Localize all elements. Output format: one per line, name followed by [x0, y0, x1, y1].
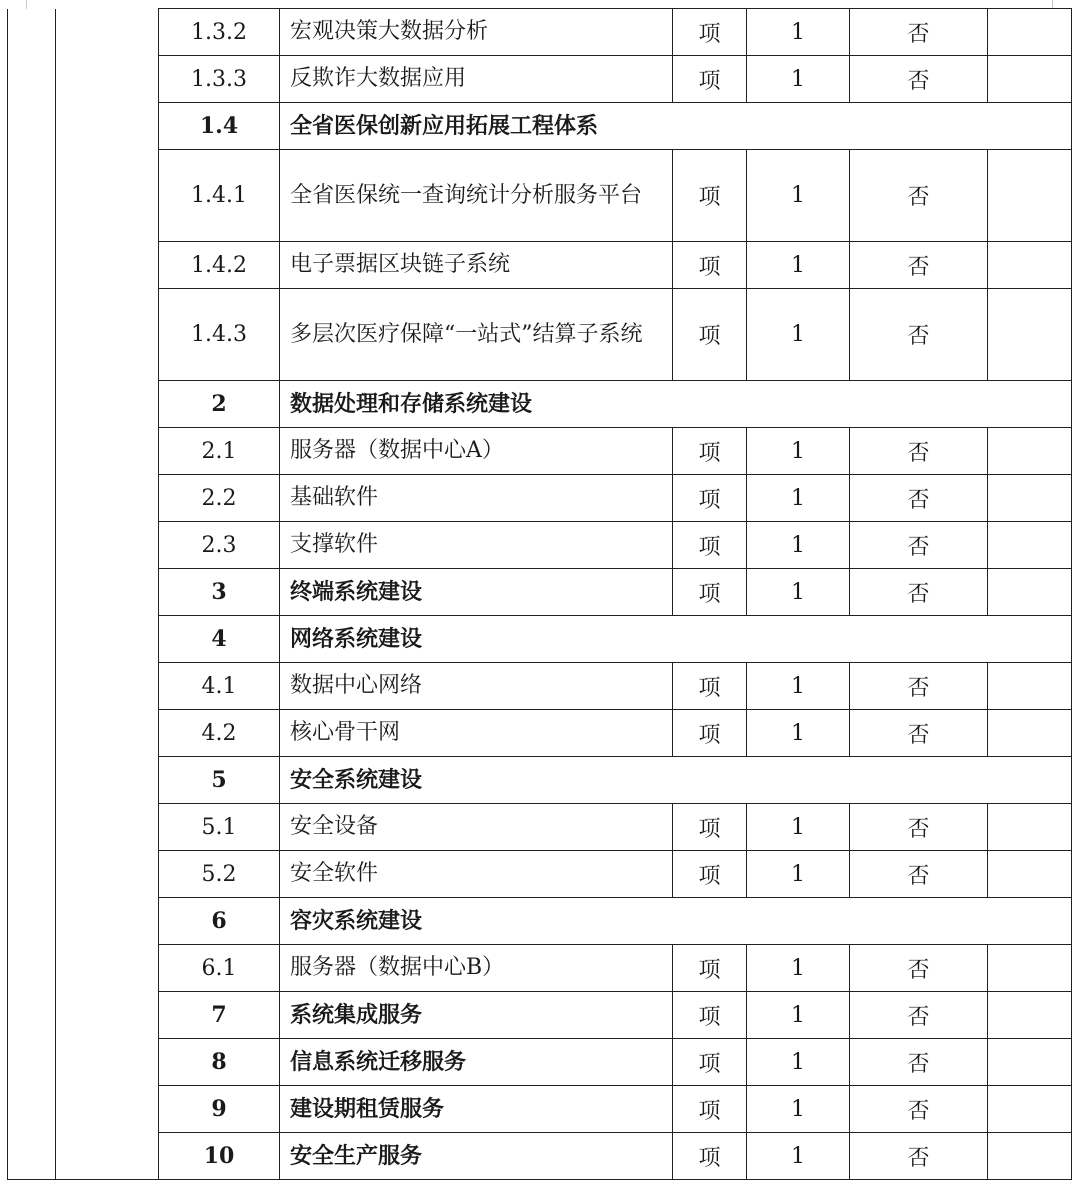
remarks-cell — [988, 569, 1072, 616]
spacer-cell-b — [56, 851, 159, 898]
table-row — [8, 569, 1072, 616]
spacer-cell-a — [8, 851, 56, 898]
quantity-cell: 1 — [747, 150, 850, 242]
unit-cell: 项 — [673, 710, 747, 757]
table-row — [8, 150, 1072, 242]
quantity-cell: 1 — [747, 475, 850, 522]
flag-cell: 否 — [850, 851, 988, 898]
item-number-cell: 2.3 — [159, 522, 280, 569]
item-name-cell: 服务器（数据中心A） — [280, 428, 673, 475]
table-row — [8, 475, 1072, 522]
item-number-cell: 3 — [159, 569, 280, 616]
item-name-cell: 建设期租赁服务 — [280, 1086, 673, 1133]
item-name-cell: 基础软件 — [280, 475, 673, 522]
item-name-cell: 反欺诈大数据应用 — [280, 56, 673, 103]
quantity-cell: 1 — [747, 851, 850, 898]
item-number-cell: 1.4.1 — [159, 150, 280, 242]
table-group-row — [8, 616, 1072, 663]
remarks-cell — [988, 9, 1072, 56]
quantity-cell: 1 — [747, 710, 850, 757]
group-name-cell: 数据处理和存储系统建设 — [280, 381, 1072, 428]
item-name-cell: 终端系统建设 — [280, 569, 673, 616]
spacer-cell-b — [56, 56, 159, 103]
spacer-cell-a — [8, 56, 56, 103]
item-number-cell: 2 — [159, 381, 280, 428]
quantity-cell: 1 — [747, 663, 850, 710]
unit-cell: 项 — [673, 475, 747, 522]
remarks-cell — [988, 663, 1072, 710]
spacer-cell-b — [56, 150, 159, 242]
remarks-cell — [988, 1086, 1072, 1133]
table-row — [8, 1039, 1072, 1086]
spacer-cell-a — [8, 663, 56, 710]
item-number-cell: 1.3.2 — [159, 9, 280, 56]
group-name-cell: 网络系统建设 — [280, 616, 1072, 663]
table-row — [8, 1133, 1072, 1180]
spacer-cell-a — [8, 242, 56, 289]
spacer-cell-b — [56, 898, 159, 945]
quantity-cell: 1 — [747, 1086, 850, 1133]
flag-cell: 否 — [850, 569, 988, 616]
spacer-cell-b — [56, 616, 159, 663]
remarks-cell — [988, 851, 1072, 898]
spacer-cell-a — [8, 475, 56, 522]
flag-cell: 否 — [850, 522, 988, 569]
unit-cell: 项 — [673, 569, 747, 616]
remarks-cell — [988, 522, 1072, 569]
remarks-cell — [988, 1039, 1072, 1086]
quantity-cell: 1 — [747, 945, 850, 992]
item-number-cell: 1.4.3 — [159, 289, 280, 381]
item-number-cell: 5 — [159, 757, 280, 804]
table-row — [8, 428, 1072, 475]
flag-cell: 否 — [850, 9, 988, 56]
item-number-cell: 10 — [159, 1133, 280, 1180]
spacer-cell-b — [56, 710, 159, 757]
quantity-cell: 1 — [747, 56, 850, 103]
spacer-cell-a — [8, 757, 56, 804]
table-row — [8, 851, 1072, 898]
table-body — [8, 9, 1072, 1180]
spacer-cell-b — [56, 381, 159, 428]
spacer-cell-b — [56, 242, 159, 289]
item-number-cell: 5.2 — [159, 851, 280, 898]
table-row — [8, 992, 1072, 1039]
spacer-cell-b — [56, 945, 159, 992]
item-number-cell: 1.3.3 — [159, 56, 280, 103]
flag-cell: 否 — [850, 56, 988, 103]
flag-cell: 否 — [850, 1086, 988, 1133]
item-name-cell: 宏观决策大数据分析 — [280, 9, 673, 56]
item-number-cell: 2.1 — [159, 428, 280, 475]
remarks-cell — [988, 1133, 1072, 1180]
item-name-cell: 服务器（数据中心B） — [280, 945, 673, 992]
item-name-cell: 系统集成服务 — [280, 992, 673, 1039]
spacer-cell-a — [8, 1086, 56, 1133]
unit-cell: 项 — [673, 289, 747, 381]
item-number-cell: 4 — [159, 616, 280, 663]
quantity-cell: 1 — [747, 522, 850, 569]
flag-cell: 否 — [850, 242, 988, 289]
flag-cell: 否 — [850, 945, 988, 992]
budget-item-table — [7, 8, 1072, 1180]
unit-cell: 项 — [673, 663, 747, 710]
quantity-cell: 1 — [747, 428, 850, 475]
spacer-cell-a — [8, 103, 56, 150]
item-number-cell: 2.2 — [159, 475, 280, 522]
remarks-cell — [988, 475, 1072, 522]
spacer-cell-a — [8, 992, 56, 1039]
item-number-cell: 4.1 — [159, 663, 280, 710]
flag-cell: 否 — [850, 1039, 988, 1086]
spacer-cell-a — [8, 804, 56, 851]
remarks-cell — [988, 945, 1072, 992]
item-number-cell: 5.1 — [159, 804, 280, 851]
spacer-cell-a — [8, 428, 56, 475]
spacer-cell-b — [56, 1086, 159, 1133]
item-name-cell: 支撑软件 — [280, 522, 673, 569]
group-name-cell: 安全系统建设 — [280, 757, 1072, 804]
spacer-cell-b — [56, 757, 159, 804]
spacer-cell-a — [8, 289, 56, 381]
remarks-cell — [988, 992, 1072, 1039]
spacer-cell-b — [56, 289, 159, 381]
flag-cell: 否 — [850, 992, 988, 1039]
spacer-cell-a — [8, 381, 56, 428]
spacer-cell-a — [8, 522, 56, 569]
remarks-cell — [988, 242, 1072, 289]
flag-cell: 否 — [850, 663, 988, 710]
spacer-cell-a — [8, 710, 56, 757]
remarks-cell — [988, 428, 1072, 475]
item-number-cell: 4.2 — [159, 710, 280, 757]
unit-cell: 项 — [673, 1039, 747, 1086]
flag-cell: 否 — [850, 150, 988, 242]
unit-cell: 项 — [673, 1133, 747, 1180]
unit-cell: 项 — [673, 1086, 747, 1133]
group-name-cell: 容灾系统建设 — [280, 898, 1072, 945]
flag-cell: 否 — [850, 1133, 988, 1180]
item-name-cell: 信息系统迁移服务 — [280, 1039, 673, 1086]
spacer-cell-b — [56, 804, 159, 851]
table-row — [8, 945, 1072, 992]
unit-cell: 项 — [673, 150, 747, 242]
remarks-cell — [988, 56, 1072, 103]
unit-cell: 项 — [673, 945, 747, 992]
quantity-cell: 1 — [747, 569, 850, 616]
unit-cell: 项 — [673, 992, 747, 1039]
remarks-cell — [988, 710, 1072, 757]
item-number-cell: 6 — [159, 898, 280, 945]
item-number-cell: 1.4 — [159, 103, 280, 150]
spacer-cell-a — [8, 1039, 56, 1086]
spacer-cell-a — [8, 1133, 56, 1180]
table-group-row — [8, 757, 1072, 804]
item-name-cell: 安全设备 — [280, 804, 673, 851]
item-name-cell: 电子票据区块链子系统 — [280, 242, 673, 289]
unit-cell: 项 — [673, 9, 747, 56]
item-name-cell: 安全软件 — [280, 851, 673, 898]
unit-cell: 项 — [673, 522, 747, 569]
table-group-row — [8, 103, 1072, 150]
remarks-cell — [988, 150, 1072, 242]
flag-cell: 否 — [850, 475, 988, 522]
spacer-cell-b — [56, 569, 159, 616]
item-name-cell: 全省医保统一查询统计分析服务平台 — [280, 150, 673, 242]
group-name-cell: 全省医保创新应用拓展工程体系 — [280, 103, 1072, 150]
spacer-cell-b — [56, 992, 159, 1039]
unit-cell: 项 — [673, 804, 747, 851]
table-row — [8, 56, 1072, 103]
table-group-row — [8, 381, 1072, 428]
quantity-cell: 1 — [747, 1133, 850, 1180]
item-number-cell: 9 — [159, 1086, 280, 1133]
spacer-cell-a — [8, 616, 56, 663]
table-row — [8, 9, 1072, 56]
spacer-cell-a — [8, 569, 56, 616]
unit-cell: 项 — [673, 242, 747, 289]
spacer-cell-b — [56, 9, 159, 56]
item-number-cell: 7 — [159, 992, 280, 1039]
quantity-cell: 1 — [747, 9, 850, 56]
item-name-cell: 安全生产服务 — [280, 1133, 673, 1180]
unit-cell: 项 — [673, 56, 747, 103]
table-row — [8, 804, 1072, 851]
item-name-cell: 数据中心网络 — [280, 663, 673, 710]
spacer-cell-b — [56, 522, 159, 569]
spacer-cell-b — [56, 103, 159, 150]
spacer-cell-a — [8, 9, 56, 56]
remarks-cell — [988, 289, 1072, 381]
unit-cell: 项 — [673, 428, 747, 475]
table-row — [8, 663, 1072, 710]
flag-cell: 否 — [850, 289, 988, 381]
unit-cell: 项 — [673, 851, 747, 898]
spacer-cell-a — [8, 898, 56, 945]
table-row — [8, 289, 1072, 381]
spacer-cell-a — [8, 150, 56, 242]
quantity-cell: 1 — [747, 242, 850, 289]
flag-cell: 否 — [850, 710, 988, 757]
spacer-cell-a — [8, 945, 56, 992]
table-group-row — [8, 898, 1072, 945]
spacer-cell-b — [56, 663, 159, 710]
quantity-cell: 1 — [747, 804, 850, 851]
quantity-cell: 1 — [747, 1039, 850, 1086]
table-row — [8, 522, 1072, 569]
quantity-cell: 1 — [747, 992, 850, 1039]
spacer-cell-b — [56, 1039, 159, 1086]
spacer-cell-b — [56, 475, 159, 522]
spacer-cell-b — [56, 428, 159, 475]
table-row — [8, 1086, 1072, 1133]
flag-cell: 否 — [850, 804, 988, 851]
table-row — [8, 710, 1072, 757]
item-name-cell: 核心骨干网 — [280, 710, 673, 757]
item-name-cell: 多层次医疗保障“一站式”结算子系统 — [280, 289, 673, 381]
quantity-cell: 1 — [747, 289, 850, 381]
flag-cell: 否 — [850, 428, 988, 475]
remarks-cell — [988, 804, 1072, 851]
table-row — [8, 242, 1072, 289]
spacer-cell-b — [56, 1133, 159, 1180]
item-number-cell: 8 — [159, 1039, 280, 1086]
item-number-cell: 1.4.2 — [159, 242, 280, 289]
item-number-cell: 6.1 — [159, 945, 280, 992]
